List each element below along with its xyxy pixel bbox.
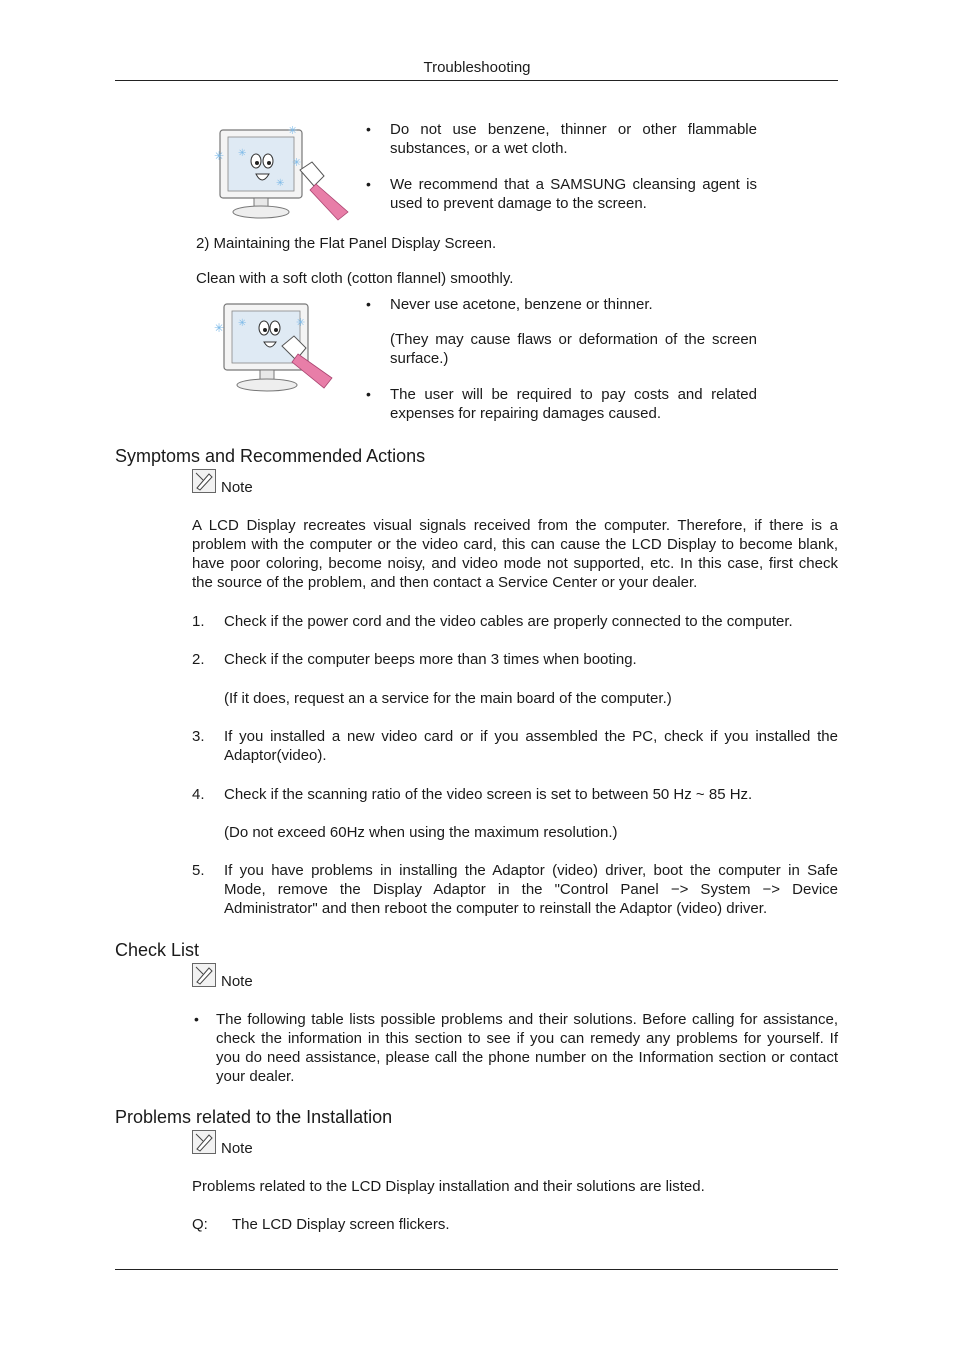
list-item: Check if the computer beeps more than 3 times when booting.	[224, 651, 637, 668]
symptoms-heading: Symptoms and Recommended Actions	[115, 446, 426, 466]
note-icon	[192, 1130, 216, 1154]
header-rule	[115, 80, 838, 81]
svg-text:✳: ✳	[238, 148, 247, 159]
svg-text:✳: ✳	[288, 125, 298, 137]
list-item-sub: (Do not exceed 60Hz when using the maximum resolution.)	[224, 824, 618, 841]
list-item: Check if the scanning ratio of the video screen is set to between 50 Hz ~ 85 Hz.	[224, 786, 753, 803]
bullet-samsung-agent: We recommend that a SAMSUNG cleansing agent is used to prevent damage to the screen.	[390, 176, 757, 212]
note-label: Note	[221, 1140, 253, 1157]
list-number: 4.	[192, 786, 205, 803]
monitor-cleaning-illustration	[208, 120, 353, 225]
bullet-dot: •	[194, 1011, 199, 1027]
symptoms-intro: A LCD Display recreates visual signals received from the computer. Therefore, if there is a problem with the computer or the video card, this can cause the LCD Display to become blank, have poor coloring, become noisy, and video mode not supported, etc. In this case, first check the source of the problem, and then contact a Service Center or your dealer.	[192, 517, 838, 591]
note-icon	[192, 469, 216, 493]
svg-text:✳: ✳	[292, 157, 302, 169]
clean-instruction: Clean with a soft cloth (cotton flannel) smoothly.	[196, 270, 514, 287]
bullet-repair-costs: The user will be required to pay costs and related expenses for repairing damages caused.	[390, 386, 757, 422]
note-label: Note	[221, 479, 253, 496]
maintaining-heading: 2) Maintaining the Flat Panel Display Screen.	[196, 235, 497, 252]
svg-text:✳: ✳	[276, 178, 285, 189]
installation-heading: Problems related to the Installation	[115, 1107, 393, 1127]
list-number: 2.	[192, 651, 205, 668]
bullet-dot: •	[366, 176, 371, 192]
list-number: 3.	[192, 728, 205, 745]
monitor-cleaning-illustration	[212, 298, 337, 396]
list-number: 1.	[192, 613, 205, 630]
question-text: The LCD Display screen flickers.	[232, 1216, 450, 1233]
svg-text:✳: ✳	[214, 321, 225, 335]
list-number: 5.	[192, 862, 205, 879]
bullet-dot: •	[366, 121, 371, 137]
bullet-never-acetone: Never use acetone, benzene or thinner.	[390, 296, 653, 313]
list-item: Check if the power cord and the video cables are properly connected to the computer.	[224, 613, 793, 630]
bullet-flammable-warning: Do not use benzene, thinner or other flammable substances, or a wet cloth.	[390, 121, 757, 157]
list-item: If you have problems in installing the Adaptor (video) driver, boot the computer in Safe Mode, remove the Display Adaptor in the "Control Panel −> System −> Device Administrator" and then reboot the computer to reinstall the Adaptor (video) driver.	[224, 862, 838, 917]
note-icon	[192, 963, 216, 987]
svg-text:✳: ✳	[296, 317, 306, 329]
checklist-bullet: The following table lists possible problems and their solutions. Before calling for assistance, check the information in this section to see if you can remedy any problems for yourself. If you do need assistance, please call the phone number on the Information section or contact your dealer.	[216, 1011, 838, 1085]
acetone-note: (They may cause flaws or deformation of the screen surface.)	[390, 331, 757, 367]
list-item: If you installed a new video card or if you assembled the PC, check if you installed the Adaptor(video).	[224, 728, 838, 764]
svg-text:✳: ✳	[238, 318, 247, 329]
svg-text:✳: ✳	[214, 149, 225, 163]
checklist-heading: Check List	[115, 940, 200, 960]
page-header-title: Troubleshooting	[423, 59, 531, 76]
question-label: Q:	[192, 1216, 208, 1233]
bullet-dot: •	[366, 386, 371, 402]
footer-rule	[115, 1269, 838, 1270]
note-label: Note	[221, 973, 253, 990]
list-item-sub: (If it does, request an a service for the main board of the computer.)	[224, 690, 672, 707]
installation-intro: Problems related to the LCD Display installation and their solutions are listed.	[192, 1178, 705, 1195]
bullet-dot: •	[366, 296, 371, 312]
